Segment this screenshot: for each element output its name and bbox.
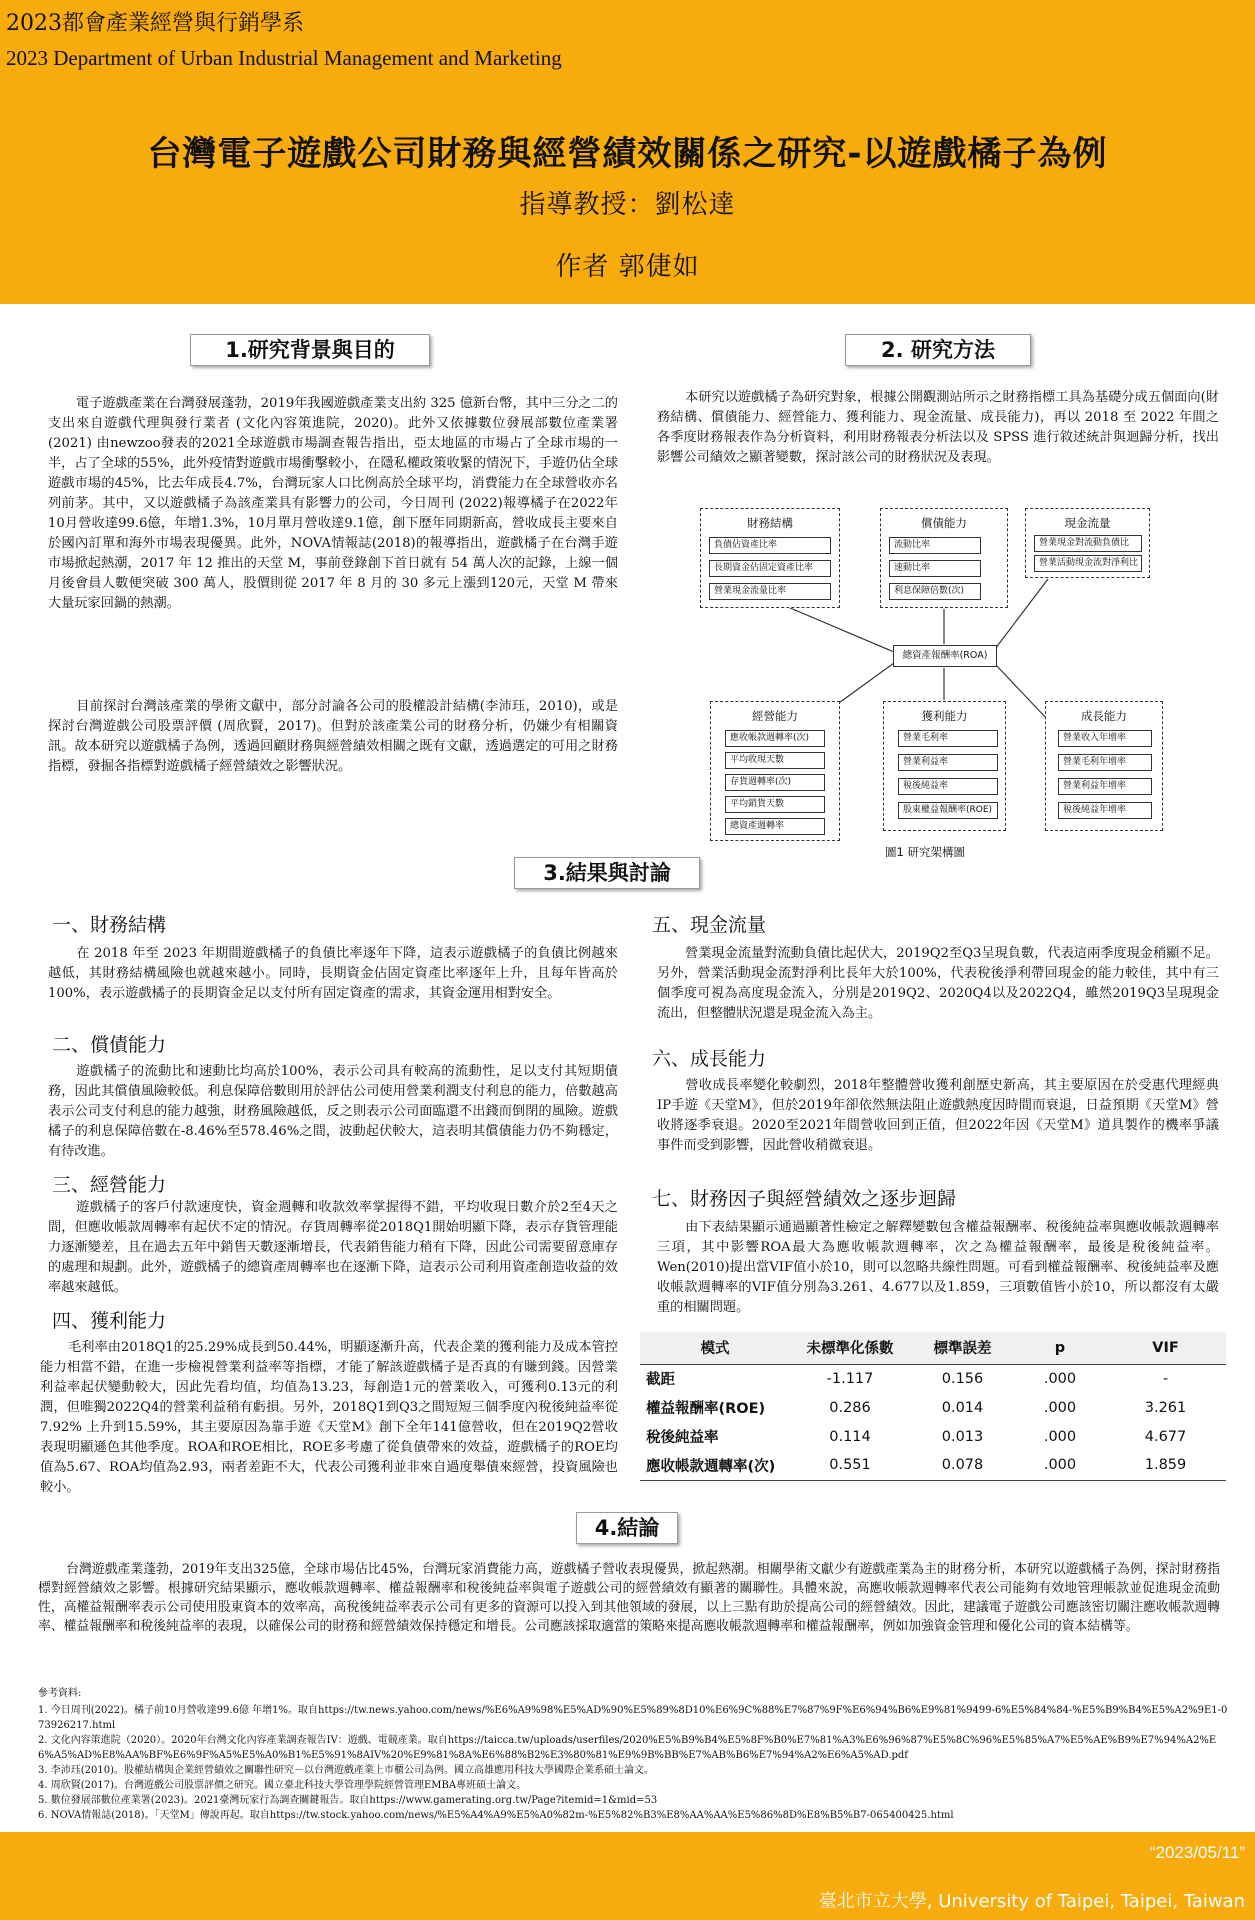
diagram-box-title: 償債能力 — [921, 516, 967, 530]
table-cell: - — [1162, 1370, 1169, 1387]
diagram-item: 稅後純益率 — [898, 778, 998, 795]
conclusion-paragraph: 台灣遊戲產業蓬勃，2019年支出325億，全球市場佔比45%，台灣玩家消費能力高，遊戲橘子營收表現優異，掀起熱潮。相關學術文獻少有遊戲產業為主的財務分析，本研究以遊戲橘子為例，探討財務指標對經營績效之影響。根據研究結果顯示，應收帳款週轉率、權益報酬率和稅後純益率與電子遊戲公司的經營績效有顯著的關聯性。具體來說，高應收帳款週轉率代表公司能夠有效地管理帳款並促進現金流動性，高權益報酬率表示公司使用股東資本的效率高，高稅後純益率表示公司有更多的資源可以投入到其他領域的發展，以上三點有助於提高公司的經營績效。因此，建議電子遊戲公司應該密切關注應收帳款週轉率、權益報酬率和稅後純益率的表現，以確保公司的財務和經營績效保持穩定和增長。公司應該採取適當的策略來提高應收帳款週轉率和權益報酬率，例如加強資金管理和優化公司的資本結構等。 — [38, 1562, 1220, 1634]
table-cell: 0.114 — [829, 1428, 871, 1445]
diagram-item: 流動比率 — [889, 537, 981, 554]
references — [38, 1686, 1228, 1823]
table-cell: 0.014 — [941, 1399, 984, 1416]
diagram-item: 營業現金對流動負債比 — [1034, 535, 1142, 552]
diagram-box-financial-structure — [700, 508, 840, 608]
diagram-item: 平均銷貨天數 — [725, 796, 825, 813]
diagram-box-operating — [710, 701, 840, 841]
diagram-box-title: 成長能力 — [1081, 709, 1127, 723]
section-heading-method: 2. 研究方法 — [845, 334, 1031, 366]
reference-item: 3. 李沛珏(2010)。股權結構與企業經營績效之關聯性研究－以台灣遊戲產業上市櫃公司為例。國立高雄應用科技大學國際企業系碩士論文。 — [38, 1765, 654, 1776]
table-cell: 1.859 — [1105, 1451, 1226, 1480]
diagram-item: 營業毛利率 — [898, 730, 998, 747]
results-heading-growth: 六、成長能力 — [652, 1048, 767, 1070]
diagram-item: 速動比率 — [889, 560, 981, 577]
reference-item: 5. 數位發展部數位產業署(2023)。2021臺灣玩家行為調查關鍵報告。取自https://www.gamerating.org.tw/Page?itemid=1&mid=53 — [38, 1795, 658, 1806]
department-cn: 2023都會產業經營與行銷學系 — [6, 11, 304, 36]
table-cell: 0.013 — [941, 1428, 984, 1445]
results-heading-regression: 七、財務因子與經營績效之逐步迴歸 — [652, 1188, 957, 1210]
diagram-box-title: 經營能力 — [752, 709, 798, 723]
table-cell: .000 — [1043, 1428, 1077, 1445]
references-title: 參考資料: — [38, 1688, 82, 1699]
table-cell: .000 — [1043, 1370, 1077, 1387]
diagram-item: 營業活動現金流對淨利比 — [1034, 555, 1142, 572]
diagram-item: 營業收入年增率 — [1058, 730, 1152, 747]
table-header: p — [1015, 1332, 1105, 1364]
results-heading-cash-flow: 五、現金流量 — [652, 914, 767, 936]
table-row — [640, 1364, 1226, 1393]
table-cell-label: 權益報酬率(ROE) — [646, 1401, 766, 1417]
results-text-regression: 由下表結果顯示通過顯著性檢定之解釋變數包含權益報酬率、稅後純益率與應收帳款週轉率三項，其中影響ROA最大為應收帳款週轉率，次之為權益報酬率，最後是稅後純益率。Wen(2010)提出當VIF值小於10，則可以忽略共線性問題。可看到權益報酬率、稅後純益率及應收帳款週轉率的VIF值分別為3.261、4.677以及1.859，三項數值皆小於10，所以都沒有太嚴重的相關問題。 — [657, 1220, 1219, 1315]
poster-title: 台灣電子遊戲公司財務與經營績效關係之研究-以遊戲橘子為例 — [147, 134, 1108, 174]
background-paragraph-2: 目前探討台灣該產業的學術文獻中，部分討論各公司的股權設計結構(李沛珏，2010)，或是探討台灣遊戲公司股票評價 (周欣賢，2017)。但對於該產業公司的財務分析，仍嫌少有相關資訊。故本研究以遊戲橘子為例，透過回顧財務與經營績效相關之既有文獻，透過選定的可用之財務指標，發掘各指標對遊戲橘子經營績效之影響狀況。 — [48, 699, 618, 774]
diagram-item: 總資產週轉率 — [725, 818, 825, 835]
diagram-item: 利息保障倍數(次) — [889, 583, 981, 600]
results-heading-operating: 三、經營能力 — [52, 1174, 167, 1196]
table-cell: .000 — [1015, 1451, 1105, 1480]
results-text-profitability: 毛利率由2018Q1的25.29%成長到50.44%，明顯逐漸升高，代表企業的獲利能力及成本管控能力相當不錯，在進一步檢視營業利益率等指標，才能了解該遊戲橘子是否真的有賺到錢。因營業利益率起伏變動較大，因此先看均值，均值為13.23，每創造1元的營業收入，可獲利0.13元的利潤，但唯獨2022Q4的營業利益稍有虧損。另外，2018Q1到Q3之間短短三個季度內稅後純益率從7.92% 上升到15.59%，其主要原因為靠手遊《天堂M》創下全年141億營收，但在2019Q2營收表現明顯遜色其他季度。ROA和ROE相比，ROE多考慮了從負債帶來的效益，遊戲橘子的ROE均值為5.67、ROA均值為2.93，兩者差距不大，代表公司獲利並非來自過度舉債來經營，投資風險也較小。 — [40, 1340, 618, 1495]
results-text-growth: 營收成長率變化較劇烈，2018年整體營收獲利創歷史新高，其主要原因在於受惠代理經典IP手遊《天堂M》，但於2019年卻依然無法阻止遊戲熱度因時間而衰退，日益預期《天堂M》營收將逐季衰退。2020至2021年間營收回到正值，但2022年因《天堂M》道具製作的機率爭議事件而受到影響，因此營收稍微衰退。 — [657, 1078, 1219, 1153]
diagram-item: 營業利益年增率 — [1058, 778, 1152, 795]
table-cell: .000 — [1043, 1399, 1077, 1416]
results-text-cash-flow: 營業現金流量對流動負債比起伏大，2019Q2至Q3呈現負數，代表這兩季度現金稍顯不足。另外，營業活動現金流對淨利比長年大於100%，代表稅後淨利帶回現金的能力較佳，其中有三個季度可視為高度現金流入，分別是2019Q2、2020Q4以及2022Q4，雖然2019Q3呈現現金流出，但整體狀況還是現金流入為主。 — [657, 946, 1219, 1021]
diagram-item: 平均收現天數 — [725, 752, 825, 769]
diagram-caption: 圖1 研究架構圖 — [885, 845, 965, 859]
diagram-item: 營業現金流量比率 — [709, 583, 831, 600]
diagram-box-title: 獲利能力 — [921, 709, 968, 723]
results-heading-profitability: 四、獲利能力 — [52, 1310, 167, 1332]
diagram-box-solvency — [880, 508, 1008, 608]
table-cell-label: 應收帳款週轉率(次) — [640, 1451, 790, 1480]
table-cell: 0.156 — [941, 1370, 984, 1387]
reference-item: 4. 周欣賢(2017)。台灣遊戲公司股票評價之研究。國立臺北科技大學管理學院經營管理EMBA專班碩士論文。 — [38, 1780, 527, 1791]
table-cell: 4.677 — [1144, 1428, 1187, 1445]
table-cell: -1.117 — [826, 1370, 874, 1387]
diagram-box-title: 現金流量 — [1064, 516, 1111, 530]
department-en: 2023 Department of Urban Industrial Management and Marketing — [6, 46, 562, 70]
diagram-box-profitability — [883, 701, 1006, 831]
table-header-row — [640, 1332, 1226, 1364]
regression-table — [640, 1332, 1226, 1481]
table-row — [640, 1393, 1226, 1422]
diagram-item: 營業利益率 — [898, 754, 998, 771]
results-text-solvency: 遊戲橘子的流動比和速動比均高於100%，表示公司具有較高的流動性，足以支付其短期債務，因此其償債風險較低。利息保障倍數則用於評估公司使用營業利潤支付利息的能力，倍數越高表示公司支付利息的能力越強，財務風險越低，反之則表示公司面臨還不出錢而倒閉的風險。遊戲橘子的利息保障倍數在-8.46%至578.46%之間，波動起伏較大，這表明其償債能力仍不夠穩定，有待改進。 — [48, 1064, 618, 1159]
table-row — [640, 1451, 1226, 1480]
results-heading-financial-structure: 一、財務結構 — [52, 914, 167, 936]
table-cell: 3.261 — [1144, 1399, 1187, 1416]
diagram-item: 存貨週轉率(次) — [725, 774, 825, 791]
table-cell: 0.078 — [910, 1451, 1015, 1480]
method-paragraph: 本研究以遊戲橘子為研究對象，根據公開觀測站所示之財務指標工具為基礎分成五個面向(財務結構、償債能力、經營能力、獲利能力、現金流量、成長能力)，再以 2018 至 2022 年間之各季度財務報表作為分析資料，利用財務報表分析法以及 SPSS 進行敘述統計與迴歸分析，找出影響公司績效之顯著變數，探討該公司的財務狀況及表現。 — [657, 390, 1219, 465]
footer-date: “2023/05/11” — [1149, 1843, 1245, 1862]
results-text-financial-structure: 在 2018 年至 2023 年期間遊戲橘子的負債比率逐年下降，這表示遊戲橘子的負債比例越來越低，其財務結構風險也就越來越小。同時，長期資金佔固定資產比率逐年上升，且每年皆高於100%，表示遊戲橘子的長期資金足以支付所有固定資產的需求，其資金運用相對安全。 — [48, 946, 618, 1001]
table-cell: 0.286 — [829, 1399, 871, 1416]
table-row — [640, 1422, 1226, 1451]
author: 作者 郭倢如 — [555, 252, 700, 282]
diagram-box-title: 財務結構 — [747, 516, 793, 530]
section-heading-results: 3.結果與討論 — [514, 857, 700, 889]
diagram-item: 應收帳款週轉率(次) — [725, 730, 825, 747]
diagram-box-growth — [1045, 701, 1163, 831]
advisor: 指導教授：劉松達 — [519, 190, 736, 220]
table-header: VIF — [1105, 1332, 1226, 1364]
diagram-item: 長期資金佔固定資產比率 — [709, 560, 831, 577]
diagram-box-cash-flow — [1025, 508, 1150, 578]
reference-item: 1. 今日周刊(2022)。橘子前10月營收達99.6億 年增1%。取自https://tw.news.yahoo.com/news/%E6%A9%98%E5%AD%90%E5%89%8D10%E6%9C%88%E7%87%9F%E6%94%B6%E9%81%9499-6%E5%84%84-%E5%B9%B4%E5%A2%9E1-073926217.html — [38, 1705, 1228, 1731]
section-heading-conclusion: 4.結論 — [576, 1512, 678, 1544]
results-text-operating: 遊戲橘子的客戶付款速度快，資金週轉和收款效率掌握得不錯，平均收現日數介於2至4天之間，但應收帳款周轉率有起伏不定的情況。存貨周轉率從2018Q1開始明顯下降，表示存貨管理能力逐漸變差，且在過去五年中銷售天數逐漸增長，代表銷售能力稍有下降，因此公司需要留意庫存的處理和規劃。此外，遊戲橘子的總資產周轉率也在逐漸下降，這表示公司利用資產創造收益的效率越來越低。 — [48, 1200, 618, 1295]
section-heading-background: 1.研究背景與目的 — [190, 334, 430, 366]
table-header: 未標準化係數 — [790, 1332, 910, 1364]
results-heading-solvency: 二、償債能力 — [52, 1034, 167, 1056]
table-cell-label: 稅後純益率 — [646, 1430, 719, 1446]
background-paragraph-1: 電子遊戲產業在台灣發展蓬勃，2019年我國遊戲產業支出約 325 億新台幣，其中三分之二的支出來自遊戲代理與發行業者 (文化內容策進院，2020)。此外又依據數位發展部數位產業署 (2021) 由newzoo發表的2021全球遊戲市場調查報告指出，亞太地區的市場占了全球市場的一半，占了全球的55%，此外疫情對遊戲市場衝擊較小，在隱私權政策收緊的情況下，手遊仍佔全球遊戲市場的45%，比去年成長4.7%，台灣玩家人口比例高於全球平均，消費能力在全球營收亦名列前茅。其中，又以遊戲橘子為該產業具有影響力的公司，今日周刊 (2022)報導橘子在2022年10月營收達99.6億，年增1.3%，10月單月營收達9.1億，創下歷年同期新高，營收成長主要來自於國內訂單和海外市場表現優異。此外，NOVA情報誌(2018)的報導指出，遊戲橘子在台灣手遊市場掀起熱潮，2017 年 12 推出的天堂 M，事前登錄創下首日就有 54 萬人次的記錄，上線一個月後會員人數便突破 300 萬人，股價則從 2017 年 8 月的 30 多元上漲到120元，天堂 M 帶來大量玩家回鍋的熱潮。 — [48, 396, 618, 611]
footer-university: 臺北市立大學, University of Taipei, Taipei, Taiwan — [818, 1891, 1245, 1912]
table-cell: 0.551 — [790, 1451, 910, 1480]
reference-item: 6. NOVA情報誌(2018)。「天堂M」傳說再起。取自https://tw.stock.yahoo.com/news/%E5%A4%A9%E5%A0%82m-%E5%82%B3%E8%AA%AA%E5%86%8D%E8%B5%B7-065400425.html — [38, 1810, 954, 1821]
table-cell-label: 截距 — [646, 1372, 675, 1389]
reference-item: 2. 文化內容策進院（2020）。2020年台灣文化內容產業調查報告IV：遊戲、電競產業。取自https://taicca.tw/uploads/userfiles/2020%E5%B9%B4%E5%8F%B0%E7%81%A3%E6%96%87%E5%8C%96%E5%85%A7%E5%AE%B9%E7%94%A2%E6%A5%AD%E8%AA%BF%E6%9F%A5%E5%A0%B1%E5%91%8AIV%20%E9%81%8A%E6%88%B2%E3%80%81%E9%9B%BB%E7%AB%B6%E7%94%A2%E6%A5%AD.pdf — [38, 1735, 1217, 1761]
diagram-item: 營業毛利年增率 — [1058, 754, 1152, 771]
table-header: 標準誤差 — [910, 1332, 1015, 1364]
diagram-item: 股東權益報酬率(ROE) — [898, 802, 998, 819]
diagram-center-roa: 總資產報酬率(ROA) — [893, 645, 997, 667]
diagram-item: 稅後純益年增率 — [1058, 802, 1152, 819]
diagram-item: 負債佔資產比率 — [709, 537, 831, 554]
table-header: 模式 — [640, 1332, 790, 1364]
